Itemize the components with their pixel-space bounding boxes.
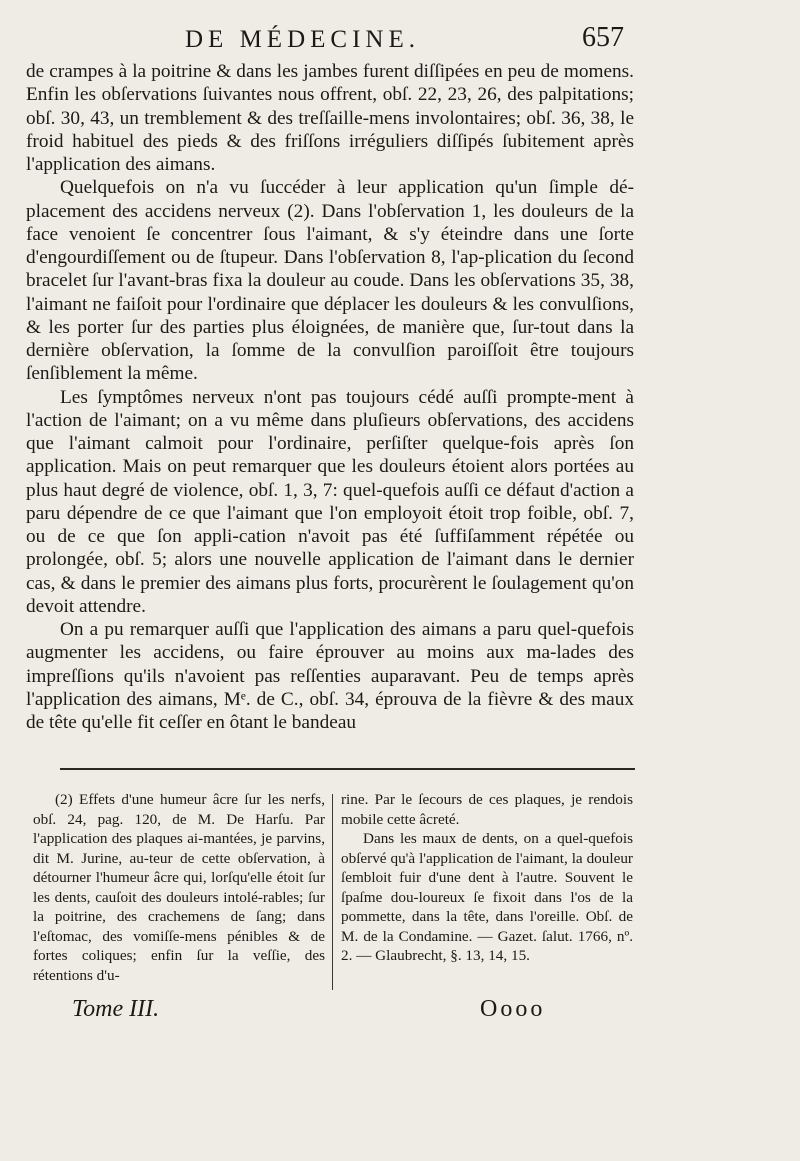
paragraph: Les ſymptômes nerveux n'ont pas toujours cédé auſſi prompte-ment à l'action de l'aimant; on a vu même dans pluſieurs obſervations, des accidens que l'aimant calmoit pour l'ordinaire, perſiſter quelque-fois après ſon application. Mais on peut remarquer que les douleurs étoient alors portées au plus haut degré de violence, obſ. 1, 3, 7: quel-quefois auſſi ce défaut d'action a paru dépendre de ce que l'aimant que l'on employoit étoit trop foible, obſ. 7, ou de ce que ſon appli-cation n'avoit pas été ſuffiſamment répétée ou prolongée, obſ. 5; alors une nouvelle application de l'aimant dans le dernier cas, & dans le premier des aimans plus forts, procurèrent le ſoulagement qu'on devoit attendre.: [26, 386, 634, 617]
footnote-text: Dans les maux de dents, on a quel-quefois obſervé qu'à l'application de l'aimant, la douleur ſembloit fuir d'une dent à l'autre. Souvent le ſpaſme dou-loureux ſe fixoit dans l'os de la pommette, dans la tête, dans l'oreille. Obſ. de M. de la Condamine. — Gazet. ſalut. 1766, nº. 2. — Glaubrecht, §. 13, 14, 15.: [341, 830, 633, 964]
page-number: 657: [582, 22, 624, 53]
paragraph: On a pu remarquer auſſi que l'application des aimans a paru quel-quefois augmenter les accidens, ou faire éprouver au moins aux ma-lades des impreſſions qu'ils n'avoient pas reſſenties auparavant. Peu de temps après l'application des aimans, Mᵉ. de C., obſ. 34, éprouva de la fièvre & des maux de tête qu'elle fit ceſſer en ôtant le bandeau: [26, 619, 634, 733]
footnotes: [33, 790, 638, 984]
page-header: [0, 22, 800, 62]
footnote-column-right: [341, 790, 633, 966]
running-title: DE MÉDECINE.: [185, 26, 420, 53]
paragraph: Quelquefois on n'a vu ſuccéder à leur application qu'un ſimple dé-placement des accidens nerveux (2). Dans l'obſervation 1, les douleurs de la face venoient ſe concentrer ſous l'aimant, & s'y éteindre dans une ſorte d'engourdiſſement ou de ſtupeur. Dans l'obſervation 8, l'ap-plication du ſecond bracelet ſur l'avant-bras fixa la douleur au coude. Dans les obſervations 35, 38, l'aimant ne faiſoit pour l'ordinaire que déplacer les douleurs & les convulſions, & les porter ſur des parties plus éloignées, de manière que, ſur-tout dans la dernière obſervation, la ſomme de la convulſion paroiſſoit être toujours ſenſiblement la même.: [26, 177, 634, 385]
page-footer: [0, 996, 800, 1036]
footnote-text: rine. Par le ſecours de ces plaques, je rendois mobile cette âcreté.: [341, 791, 633, 828]
footnote-text: (2) Effets d'une humeur âcre ſur les nerfs, obſ. 24, pag. 120, de M. De Harſu. Par l'application des plaques ai-mantées, je parvins, dit M. Jurine, au-teur de cette obſervation, à détourner l'humeur âcre qui, lorſqu'elle étoit ſur les dents, cauſoit des douleurs intolé-rables; ſur la poitrine, des crachemens de ſang; dans l'eſtomac, des vomiſſe-mens pénibles & de fortes coliques; enfin ſur la veſſie, des rétentions d'u-: [33, 791, 325, 984]
paragraph: de crampes à la poitrine & dans les jambes furent diſſipées en peu de momens. Enfin les obſervations ſuivantes nous offrent, obſ. 22, 23, 26, des palpitations; obſ. 30, 43, un tremblement & des treſſaille-mens involontaires; obſ. 36, 38, le froid habituel des pieds & des friſſons irréguliers diſſipés ſubitement après l'application des aimans.: [26, 61, 634, 175]
footnote-column-left: [33, 790, 325, 985]
footnote-separator-rule: [60, 768, 635, 770]
volume-label: Tome III.: [72, 996, 160, 1022]
main-text: [26, 60, 634, 734]
footnote-column-divider: [332, 794, 333, 990]
signature-mark: Oooo: [480, 996, 546, 1022]
